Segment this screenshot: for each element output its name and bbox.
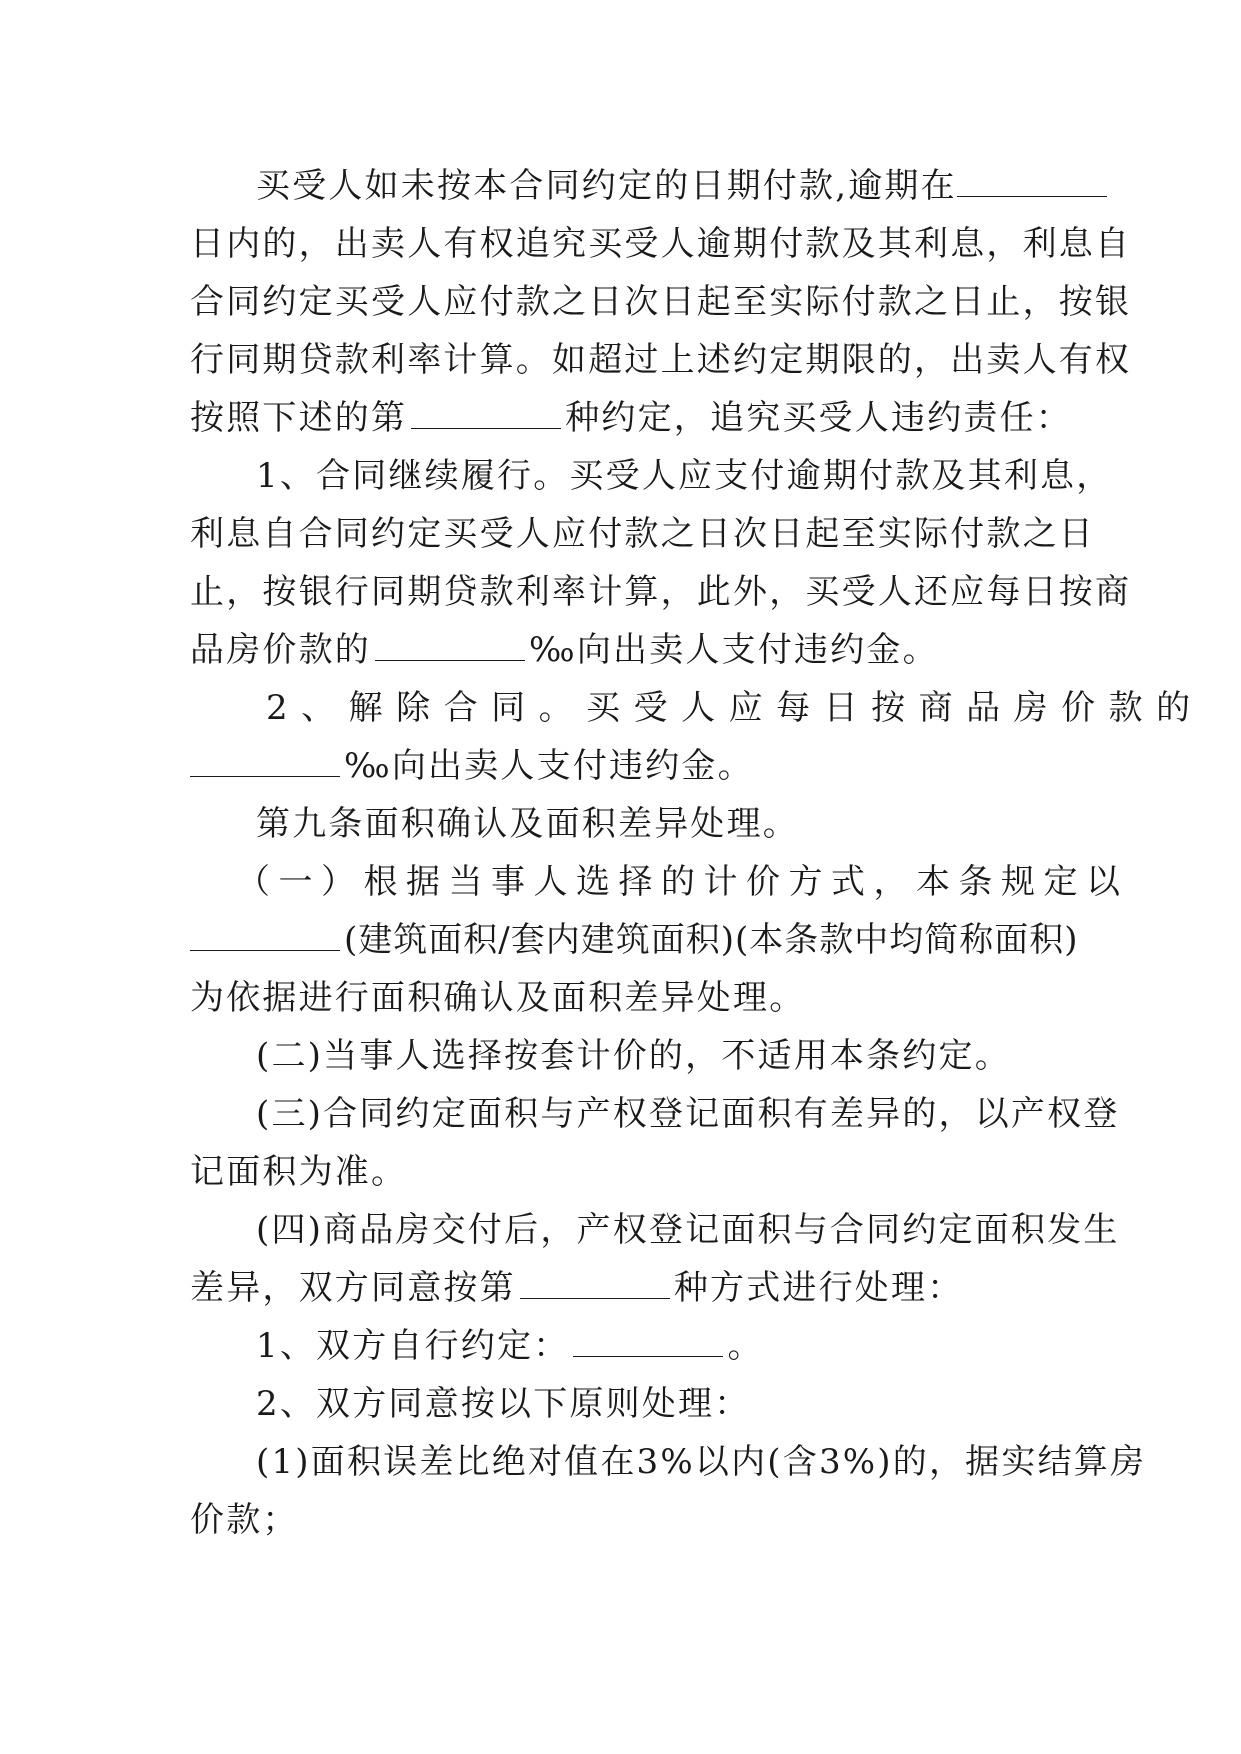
fill-in-blank [190,922,340,951]
text-segment: (建筑面积/套内建筑面积)(本条款中均简称面积) [344,920,1079,960]
paragraph-line [190,1085,1120,1143]
paragraph-line [190,389,1073,447]
text-segment: 2、双方同意按以下原则处理： [256,1384,751,1424]
paragraph-line [190,1491,1058,1549]
text-segment: (二)当事人选择按套计价的，不适用本条约定。 [256,1036,1011,1076]
paragraph-line [190,1317,1058,1375]
paragraph-line [190,447,1113,505]
paragraph-line [190,1143,1058,1201]
text-segment: 种约定，追究买受人违约责任： [565,398,1073,438]
paragraph-line [190,1375,1058,1433]
fill-in-blank [375,632,525,661]
text-segment: 2、解除合同。买受人应每日按商品房价款的 [266,688,1204,728]
text-segment: 品房价款的 [190,630,371,670]
text-segment: ‰向出卖人支付违约金。 [529,630,939,670]
paragraph-line [190,215,1132,273]
text-segment: 。 [727,1326,764,1366]
paragraph-line [190,853,1129,911]
section-heading [190,795,1058,853]
text-segment: 日内的，出卖人有权追究买受人逾期付款及其利息，利息自 [190,224,1132,264]
text-segment: 记面积为准。 [190,1152,408,1192]
paragraph-line [190,969,1058,1027]
paragraph-line [190,331,1132,389]
text-segment: 止，按银行同期贷款利率计算，此外，买受人还应每日按商 [190,572,1132,612]
paragraph-line [190,911,1079,969]
paragraph-line [190,679,1204,737]
fill-in-blank [190,748,340,777]
paragraph-line [190,1259,1058,1317]
fill-in-blank [957,168,1107,197]
paragraph-line [190,1027,1058,1085]
text-segment: 1、双方自行约定： [256,1326,570,1366]
text-segment: (三)合同约定面积与产权登记面积有差异的，以产权登 [256,1094,1120,1134]
text-segment: (四)商品房交付后，产权登记面积与合同约定面积发生 [256,1210,1120,1250]
fill-in-blank [520,1270,670,1299]
text-segment: （一）根据当事人选择的计价方式，本条规定以 [236,862,1129,902]
text-segment: 价款； [190,1500,299,1540]
paragraph-line [190,563,1132,621]
text-segment: 第九条面积确认及面积差异处理。 [256,804,799,844]
paragraph-line [190,157,1058,215]
paragraph-line [190,273,1132,331]
text-segment: 差异，双方同意按第 [190,1268,516,1308]
text-segment: 利息自合同约定买受人应付款之日次日起至实际付款之日 [190,514,1095,554]
fill-in-blank [411,400,561,429]
text-segment: 买受人如未按本合同约定的日期付款,逾期在 [256,166,957,206]
text-segment: 行同期贷款利率计算。如超过上述约定期限的，出卖人有权 [190,340,1132,380]
paragraph-line [190,737,1058,795]
text-segment: 合同约定买受人应付款之日次日起至实际付款之日止，按银 [190,282,1132,322]
text-segment: 为依据进行面积确认及面积差异处理。 [190,978,806,1018]
text-segment: (1)面积误差比绝对值在3%以内(含3%)的，据实结算房 [256,1442,1147,1482]
text-segment: ‰向出卖人支付违约金。 [344,746,754,786]
paragraph-line [190,621,1058,679]
document-body [190,157,1204,1549]
paragraph-line [190,1433,1147,1491]
text-segment: 种方式进行处理： [673,1268,964,1308]
fill-in-blank [573,1328,723,1357]
text-segment: 按照下述的第 [190,398,408,438]
paragraph-line [190,1201,1120,1259]
text-segment: 1、合同继续履行。买受人应支付逾期付款及其利息， [256,456,1113,496]
paragraph-line [190,505,1095,563]
